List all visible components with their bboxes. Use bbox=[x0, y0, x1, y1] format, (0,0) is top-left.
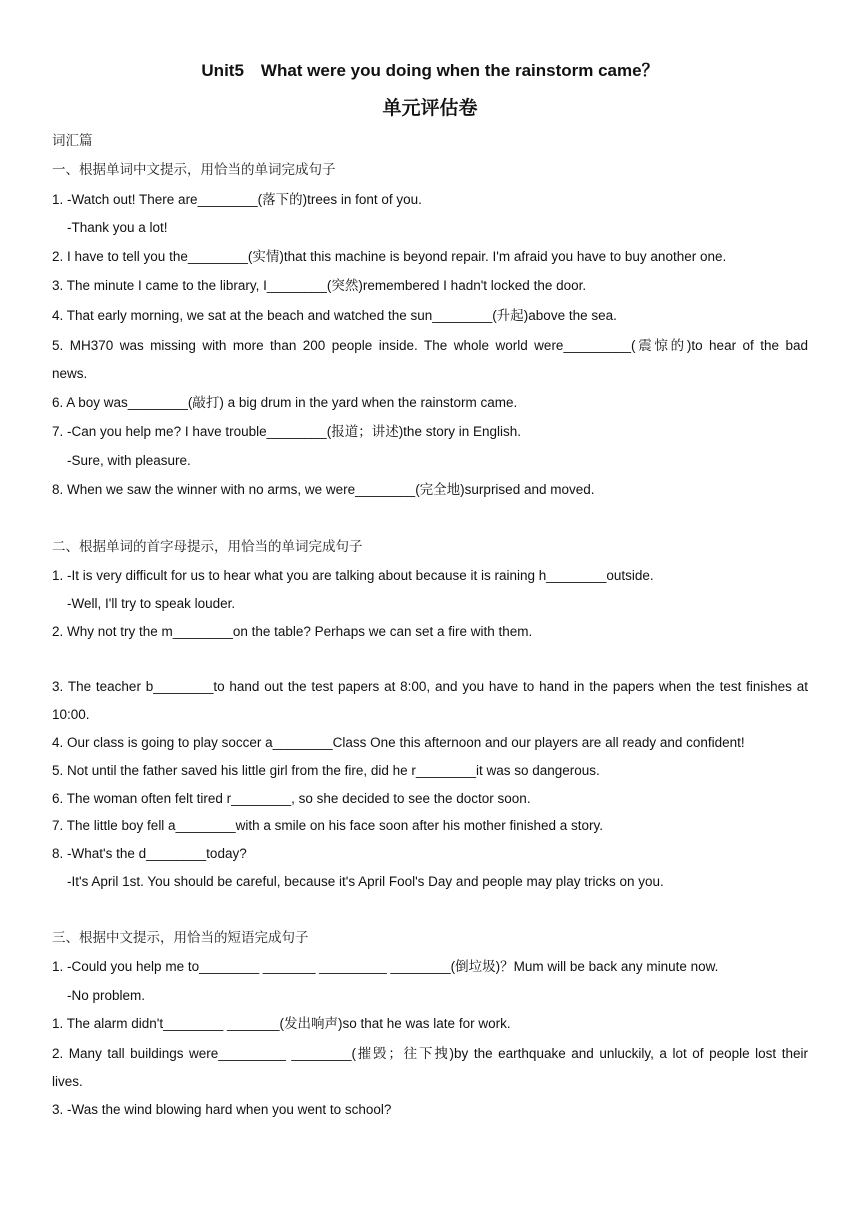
part1-question-8: 8. When we saw the winner with no arms, we were________(完全地)surprised and moved. bbox=[52, 482, 595, 497]
part2-heading: 二、根据单词的首字母提示，用恰当的单词完成句子 bbox=[52, 539, 363, 555]
part1-question-6: 6. A boy was________(敲打) a big drum in the yard when the rainstorm came. bbox=[52, 395, 518, 410]
part3-question-2: 2. Many tall buildings were_________ ________(摧毁；往下拽)by the earthquake and unluckily, a lot of people lost their bbox=[52, 1046, 808, 1061]
part1-heading: 一、根据单词中文提示，用恰当的单词完成句子 bbox=[52, 162, 336, 178]
section-label: 词汇篇 bbox=[52, 133, 93, 149]
part2-question-7: 7. The little boy fell a________with a smile on his face soon after his mother finished a story. bbox=[52, 818, 604, 833]
page-title: Unit5 What were you doing when the rainstorm came？ bbox=[201, 61, 659, 80]
part2-question-8-reply: -It's April 1st. You should be careful, because it's April Fool's Day and people may play tricks on you. bbox=[67, 874, 664, 889]
part1-question-1-reply: -Thank you a lot! bbox=[67, 220, 168, 235]
part2-question-3: 3. The teacher b________to hand out the test papers at 8:00, and you have to hand in the papers when the test finishes at bbox=[52, 679, 808, 694]
part1-question-1: 1. -Watch out! There are________(落下的)trees in font of you. bbox=[52, 192, 422, 207]
part3-question-1: 1. -Could you help me to________ _______ _________ ________(倒垃圾)？Mum will be back any minute now. bbox=[52, 959, 719, 974]
part3-question-1-reply: -No problem. bbox=[67, 988, 146, 1003]
part2-question-6: 6. The woman often felt tired r________, so she decided to see the doctor soon. bbox=[52, 791, 531, 806]
part2-question-8: 8. -What's the d________today? bbox=[52, 846, 247, 861]
part1-question-3: 3. The minute I came to the library, I________(突然)remembered I hadn't locked the door. bbox=[52, 278, 587, 293]
part1-question-4: 4. That early morning, we sat at the beach and watched the sun________(升起)above the sea. bbox=[52, 308, 617, 323]
part3-question-1b: 1. The alarm didn't________ _______(发出响声)so that he was late for work. bbox=[52, 1016, 511, 1031]
part2-question-5: 5. Not until the father saved his little girl from the fire, did he r________it was so dangerous. bbox=[52, 763, 600, 778]
part3-question-3: 3. -Was the wind blowing hard when you went to school? bbox=[52, 1102, 392, 1117]
part2-question-2: 2. Why not try the m________on the table? Perhaps we can set a fire with them. bbox=[52, 624, 533, 639]
part3-question-2-cont: lives. bbox=[52, 1074, 83, 1089]
part1-question-5: 5. MH370 was missing with more than 200 people inside. The whole world were_________(震惊的)to hear of the bad bbox=[52, 338, 808, 353]
part1-question-2: 2. I have to tell you the________(实情)that this machine is beyond repair. I'm afraid you have to buy another one. bbox=[52, 249, 727, 264]
part2-question-1-reply: -Well, I'll try to speak louder. bbox=[67, 596, 236, 611]
part2-question-1: 1. -It is very difficult for us to hear what you are talking about because it is raining h________outside. bbox=[52, 568, 654, 583]
part1-question-7: 7. -Can you help me? I have trouble________(报道；讲述)the story in English. bbox=[52, 424, 521, 439]
part2-question-4: 4. Our class is going to play soccer a________Class One this afternoon and our players are all ready and confident! bbox=[52, 735, 745, 750]
part1-question-5-cont: news. bbox=[52, 366, 88, 381]
part3-heading: 三、根据中文提示，用恰当的短语完成句子 bbox=[52, 930, 309, 946]
part1-question-7-reply: -Sure, with pleasure. bbox=[67, 453, 191, 468]
part2-question-3-cont: 10:00. bbox=[52, 707, 90, 722]
page-subtitle: 单元评估卷 bbox=[382, 97, 478, 119]
